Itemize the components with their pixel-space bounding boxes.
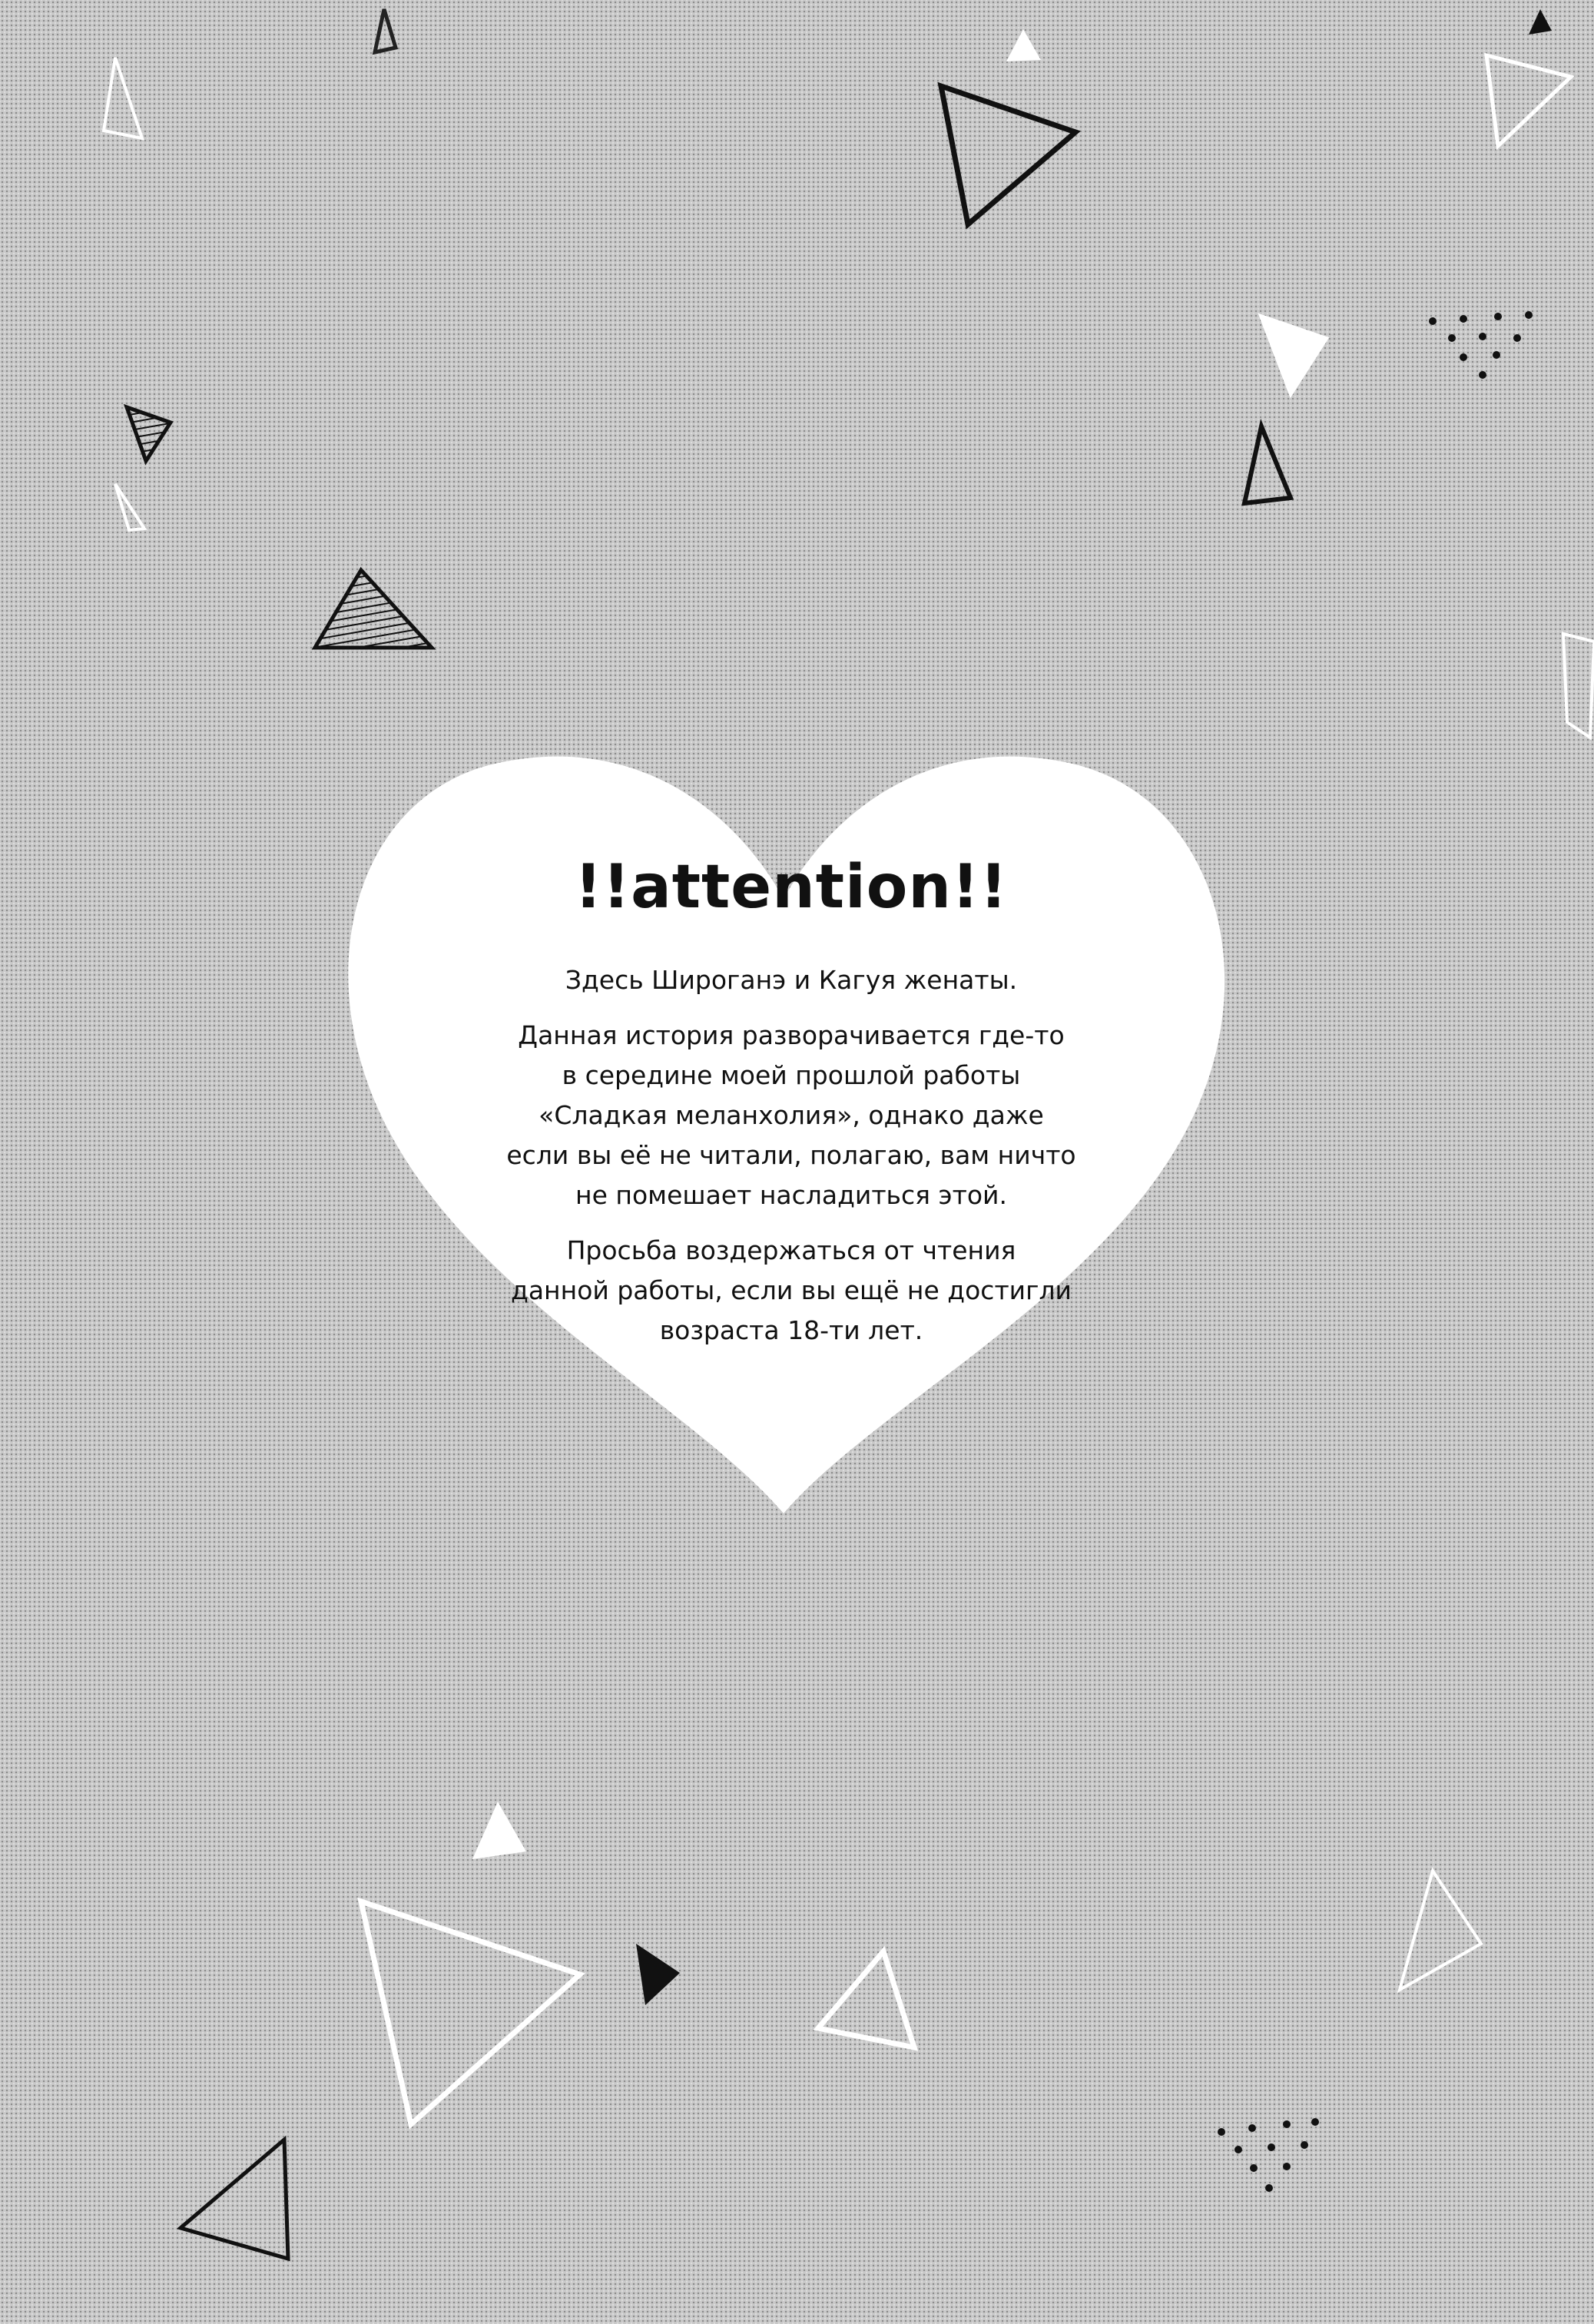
notice-text-line: в середине моей прошлой работы (562, 1060, 1021, 1090)
notice-text-line: не помешает насладиться этой. (575, 1180, 1007, 1210)
notice-paragraph-3 (430, 1231, 1152, 1351)
notice-text-line: Данная история разворачивается где-то (518, 1020, 1065, 1050)
notice-block (430, 853, 1152, 1366)
notice-title: !!attention!! (574, 853, 1009, 922)
notice-text-line: возраста 18-ти лет. (659, 1315, 923, 1345)
notice-text-line: Просьба воздержаться от чтения (566, 1235, 1016, 1265)
notice-line-1: Здесь Широганэ и Кагуя женаты. (565, 965, 1018, 995)
notice-text-line: если вы её не читали, полагаю, вам ничто (506, 1140, 1076, 1170)
notice-text-line: «Сладкая меланхолия», однако даже (539, 1100, 1044, 1130)
notice-paragraph-2 (430, 1016, 1152, 1215)
notice-text-line: данной работы, если вы ещё не достигли (511, 1275, 1072, 1305)
